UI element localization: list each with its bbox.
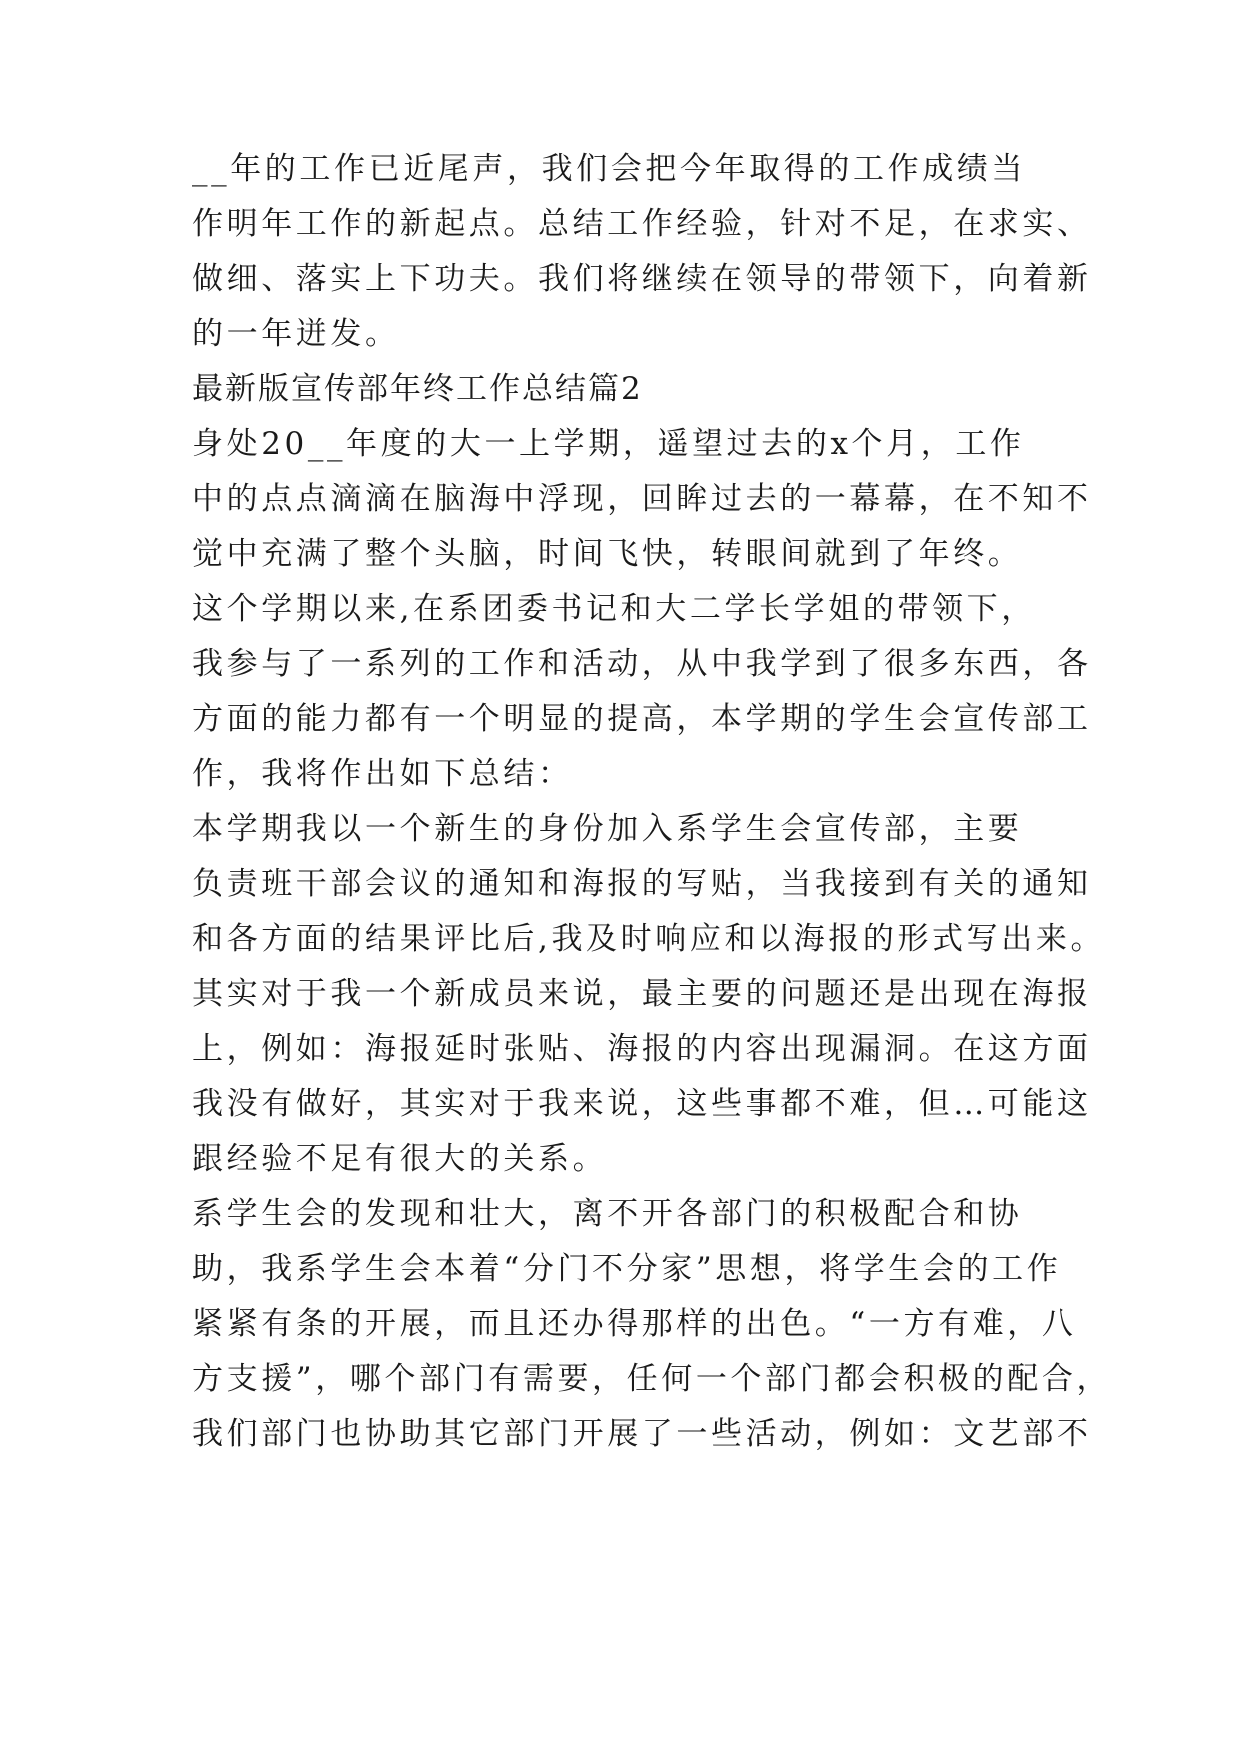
text-line: 和各方面的结果评比后,我及时响应和以海报的形式写出来。 xyxy=(192,921,1106,957)
text-line: 助，我系学生会本着“分门不分家”思想，将学生会的工作 xyxy=(192,1251,1062,1287)
text-line: 方面的能力都有一个明显的提高，本学期的学生会宣传部工 xyxy=(192,701,1092,737)
text-line: 作明年工作的新起点。总结工作经验，针对不足，在求实、 xyxy=(192,206,1092,242)
text-line: 觉中充满了整个头脑，时间飞快，转眼间就到了年终。 xyxy=(192,536,1023,572)
text-line: 这个学期以来,在系团委书记和大二学长学姐的带领下， xyxy=(192,591,1036,627)
text-line: 其实对于我一个新成员来说，最主要的问题还是出现在海报 xyxy=(192,976,1092,1012)
text-line: 的一年迸发。 xyxy=(192,316,400,352)
text-line: 我们部门也协助其它部门开展了一些活动，例如：文艺部不 xyxy=(192,1416,1092,1452)
text-line: 中的点点滴滴在脑海中浮现，回眸过去的一幕幕，在不知不 xyxy=(192,481,1092,517)
text-line: 负责班干部会议的通知和海报的写贴，当我接到有关的通知 xyxy=(192,866,1092,902)
text-line: 身处20__年度的大一上学期，遥望过去的x个月，工作 xyxy=(192,426,1025,462)
text-line: 本学期我以一个新生的身份加入系学生会宣传部，主要 xyxy=(192,811,1023,847)
text-line: 方支援”，哪个部门有需要，任何一个部门都会积极的配合， xyxy=(192,1361,1112,1397)
text-line: 做细、落实上下功夫。我们将继续在领导的带领下，向着新 xyxy=(192,261,1092,297)
text-line: 我没有做好，其实对于我来说，这些事都不难，但…可能这 xyxy=(192,1086,1092,1122)
text-line: 跟经验不足有很大的关系。 xyxy=(192,1141,608,1177)
text-line: 系学生会的发现和壮大，离不开各部门的积极配合和协 xyxy=(192,1196,1023,1232)
text-line: 我参与了一系列的工作和活动，从中我学到了很多东西，各 xyxy=(192,646,1092,682)
text-line: 紧紧有条的开展，而且还办得那样的出色。“一方有难，八 xyxy=(192,1306,1077,1342)
text-line: 作，我将作出如下总结： xyxy=(192,756,573,792)
section-heading: 最新版宣传部年终工作总结篇2 xyxy=(192,371,643,407)
text-line: 上，例如：海报延时张贴、海报的内容出现漏洞。在这方面 xyxy=(192,1031,1092,1067)
text-line: __年的工作已近尾声，我们会把今年取得的工作成绩当 xyxy=(192,151,1026,187)
